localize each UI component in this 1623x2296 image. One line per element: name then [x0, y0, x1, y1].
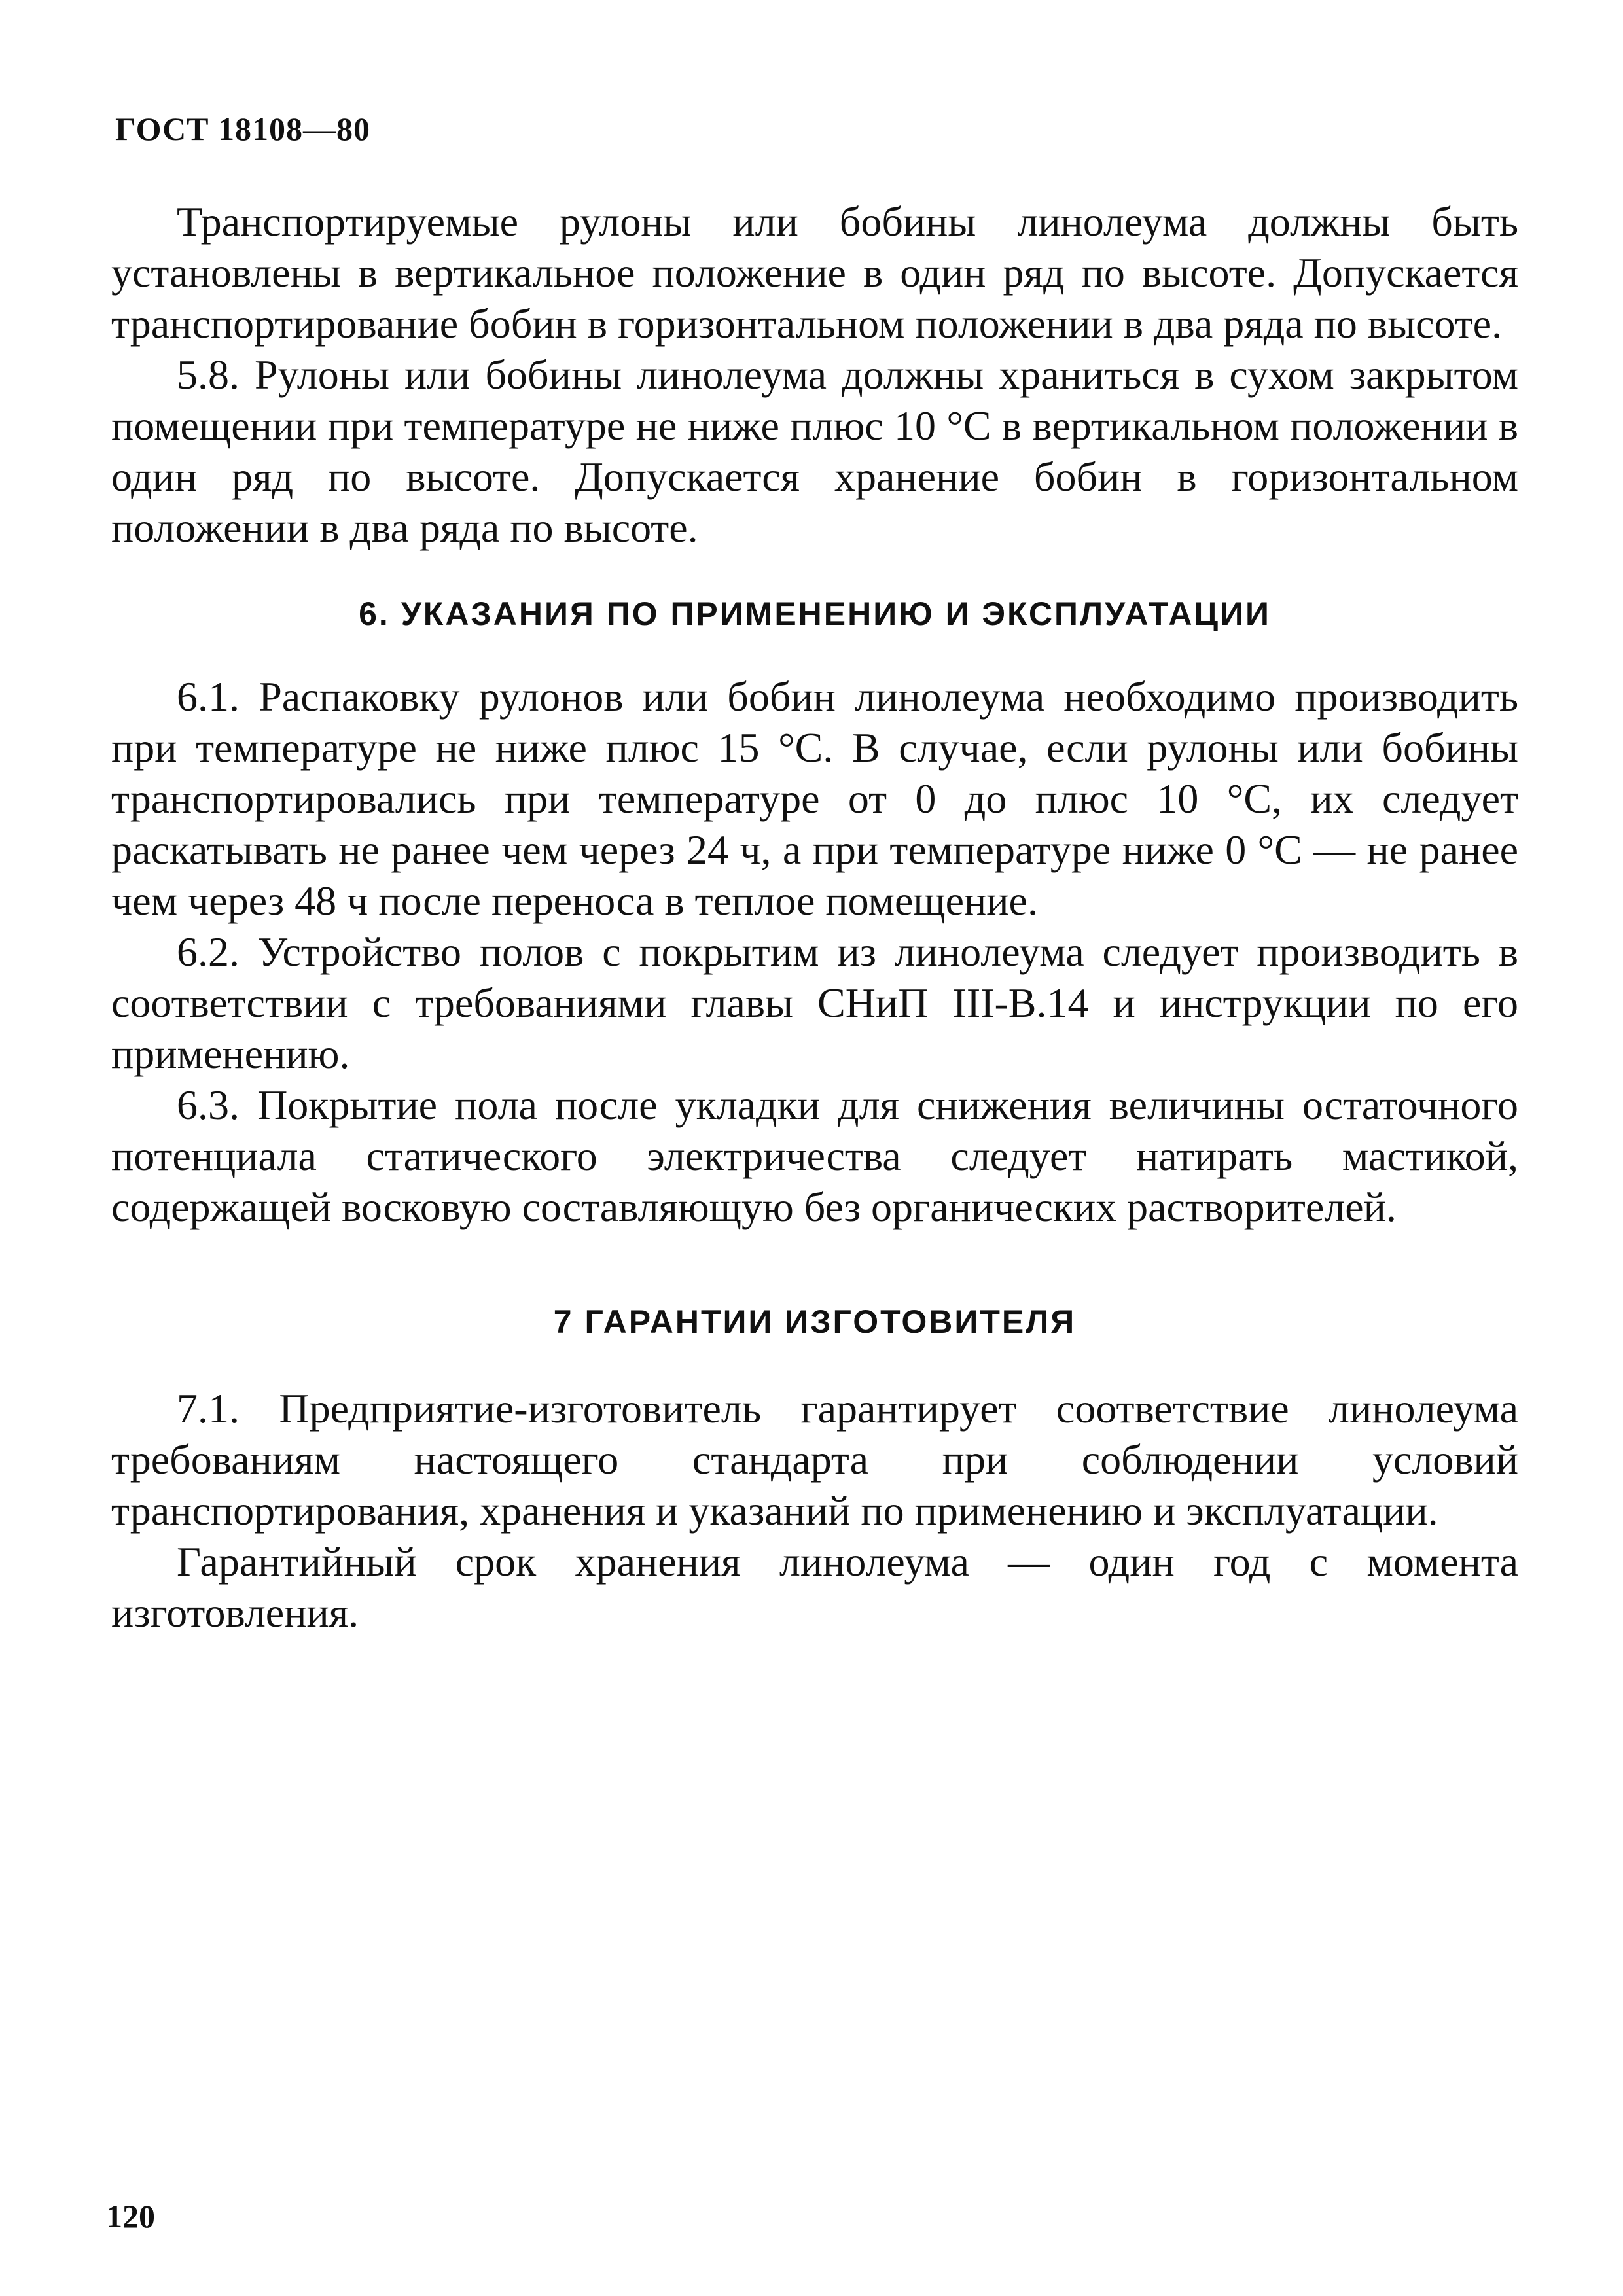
- paragraph-6-3: 6.3. Покрытие пола после укладки для снижения величины остаточного потенциала статического электричества следует натирать мастикой, содержащей восковую составляющую без органических растворителей.: [111, 1082, 1518, 1230]
- document-code-header: ГОСТ 18108—80: [115, 111, 371, 147]
- paragraph-7-1: 7.1. Предприятие-изготовитель гарантирует соответствие линолеума требованиям настоящего стандарта при соблюдении условий транспортирования, хранения и указаний по применению и эксплуатации.: [111, 1385, 1518, 1534]
- paragraph-6-1: 6.1. Распаковку рулонов или бобин линолеума необходимо производить при температуре не ниже плюс 15 °С. В случае, если рулоны или бобины транспортировались при температуре от 0 до плюс 10 °С, их следует раскатывать не ранее чем через 24 ч, а при температуре ниже 0 °С — не ранее чем через 48 ч после переноса в теплое помещение.: [111, 673, 1518, 924]
- paragraph-6-2: 6.2. Устройство полов с покрытим из линолеума следует производить в соответствии с требованиями главы СНиП III-В.14 и инструкции по его применению.: [111, 928, 1518, 1077]
- section-7-heading: 7 ГАРАНТИИ ИЗГОТОВИТЕЛЯ: [553, 1303, 1077, 1340]
- paragraph-transport-position: Транспортируемые рулоны или бобины линолеума должны быть установлены в вертикальное положение в один ряд по высоте. Допускается транспортирование бобин в горизонтальном положении в два ряда по высоте.: [111, 198, 1518, 347]
- document-body: [111, 196, 1518, 1638]
- paragraph-5-8: 5.8. Рулоны или бобины линолеума должны храниться в сухом закрытом помещении при температуре не ниже плюс 10 °С в вертикальном положении в один ряд по высоте. Допускается хранение бобин в горизонтальном положении в два ряда по высоте.: [111, 351, 1518, 551]
- page-number: 120: [106, 2198, 155, 2234]
- section-6-heading: 6. УКАЗАНИЯ ПО ПРИМЕНЕНИЮ И ЭКСПЛУАТАЦИИ: [359, 595, 1271, 632]
- paragraph-warranty-period: Гарантийный срок хранения линолеума — один год с момента изготовления.: [111, 1538, 1518, 1636]
